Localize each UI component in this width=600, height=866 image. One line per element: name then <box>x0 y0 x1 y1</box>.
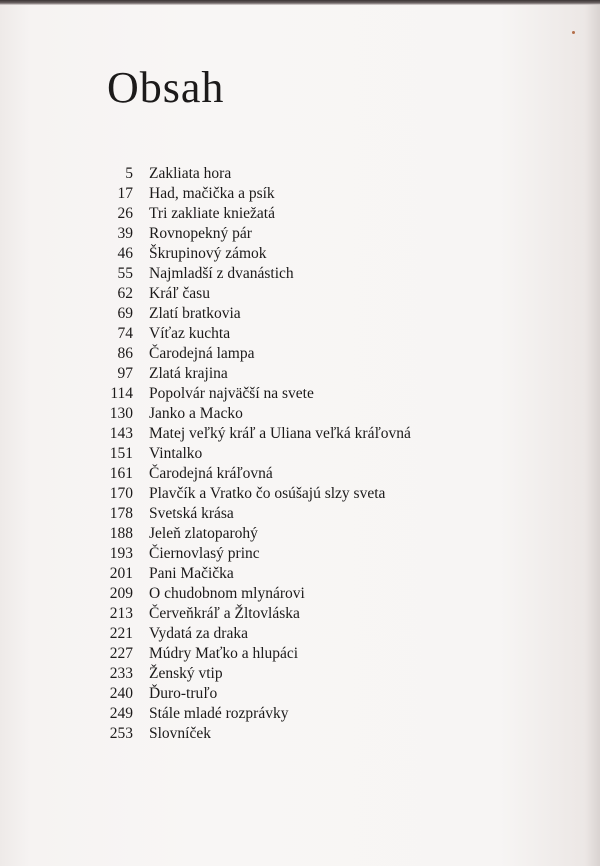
toc-entry-title: Popolvár najväčší na svete <box>149 385 314 402</box>
toc-entry-title: Jeleň zlatoparohý <box>149 525 258 542</box>
toc-entry-title: Ženský vtip <box>149 665 223 682</box>
toc-entry <box>100 524 560 544</box>
toc-page-number: 240 <box>109 685 133 702</box>
toc-entry-title: Pani Mačička <box>149 565 234 582</box>
toc-entry <box>100 484 560 504</box>
toc-entry-title: Rovnopekný pár <box>149 225 252 242</box>
toc-entry-title: Víťaz kuchta <box>149 325 231 342</box>
toc-entry-title: Had, mačička a psík <box>149 185 275 202</box>
toc-entry-title: Zlatí bratkovia <box>149 305 241 322</box>
toc-page-number: 233 <box>109 665 133 682</box>
toc-entry <box>100 204 560 224</box>
toc-page-number: 188 <box>109 525 133 542</box>
toc-entry-title: Janko a Macko <box>149 405 243 422</box>
toc-entry <box>100 344 560 364</box>
toc-entry-title: Tri zakliate kniežatá <box>149 205 275 222</box>
toc-entry <box>100 404 560 424</box>
toc-page-number: 130 <box>109 405 133 422</box>
toc-entry-title: O chudobnom mlynárovi <box>149 585 305 602</box>
toc-entry <box>100 604 560 624</box>
toc-entry <box>100 384 560 404</box>
toc-page-number: 62 <box>117 285 133 302</box>
toc-entry-title: Červeňkráľ a Žltovláska <box>149 605 300 622</box>
page-top-edge <box>0 0 600 5</box>
toc-page-number: 86 <box>117 345 133 362</box>
toc-page-number: 161 <box>109 465 133 482</box>
toc-entry <box>100 244 560 264</box>
toc-entry-title: Najmladší z dvanástich <box>149 265 294 282</box>
toc-page-number: 221 <box>109 625 133 642</box>
toc-page-number: 97 <box>117 365 133 382</box>
toc-entry-title: Plavčík a Vratko čo osúšajú slzy sveta <box>149 485 386 502</box>
paper-speck <box>572 31 575 34</box>
toc-entry <box>100 364 560 384</box>
toc-entry-title: Čarodejná kráľovná <box>149 465 273 482</box>
toc-entry <box>100 184 560 204</box>
toc-entry <box>100 584 560 604</box>
toc-entry <box>100 724 560 744</box>
toc-entry-title: Kráľ času <box>149 285 210 302</box>
table-of-contents <box>100 164 560 744</box>
toc-page-number: 249 <box>109 705 133 722</box>
toc-entry-title: Škrupinový zámok <box>149 245 267 262</box>
toc-page-number: 26 <box>117 205 133 222</box>
toc-page-number: 74 <box>117 325 133 342</box>
toc-entry <box>100 464 560 484</box>
toc-entry-title: Ďuro-truľo <box>149 685 218 702</box>
toc-entry <box>100 444 560 464</box>
toc-entry <box>100 684 560 704</box>
toc-entry <box>100 324 560 344</box>
toc-page-number: 46 <box>117 245 133 262</box>
toc-entry <box>100 164 560 184</box>
toc-page-number: 170 <box>109 485 133 502</box>
toc-page-number: 193 <box>109 545 133 562</box>
toc-page-number: 178 <box>109 505 133 522</box>
toc-entry <box>100 664 560 684</box>
toc-entry-title: Múdry Maťko a hlupáci <box>149 645 299 662</box>
toc-entry-title: Zlatá krajina <box>149 365 228 382</box>
page-title: Obsah <box>107 63 225 112</box>
toc-entry-title: Matej veľký kráľ a Uliana veľká kráľovná <box>149 425 411 442</box>
toc-entry-title: Slovníček <box>149 725 211 742</box>
toc-page-number: 151 <box>109 445 133 462</box>
toc-page-number: 114 <box>110 385 133 402</box>
toc-entry <box>100 564 560 584</box>
toc-entry <box>100 704 560 724</box>
toc-entry <box>100 424 560 444</box>
toc-entry-title: Vintalko <box>149 445 203 462</box>
toc-page-number: 209 <box>109 585 133 602</box>
toc-page-number: 5 <box>125 165 133 182</box>
toc-entry <box>100 644 560 664</box>
toc-entry <box>100 224 560 244</box>
toc-entry-title: Zakliata hora <box>149 165 232 182</box>
toc-page-number: 201 <box>109 565 133 582</box>
toc-entry <box>100 264 560 284</box>
toc-page-number: 69 <box>117 305 133 322</box>
toc-entry-title: Svetská krása <box>149 505 234 522</box>
toc-entry <box>100 624 560 644</box>
toc-entry <box>100 304 560 324</box>
toc-page-number: 39 <box>117 225 133 242</box>
toc-entry-title: Čiernovlasý princ <box>149 545 260 562</box>
toc-entry <box>100 504 560 524</box>
toc-entry-title: Čarodejná lampa <box>149 345 255 362</box>
toc-page-number: 55 <box>117 265 133 282</box>
toc-entry <box>100 544 560 564</box>
toc-entry <box>100 284 560 304</box>
toc-page-number: 143 <box>109 425 133 442</box>
toc-entry-title: Vydatá za draka <box>149 625 248 642</box>
toc-page-number: 227 <box>109 645 133 662</box>
toc-page-number: 213 <box>109 605 133 622</box>
toc-page-number: 253 <box>109 725 133 742</box>
toc-entry-title: Stále mladé rozprávky <box>149 705 289 722</box>
toc-page-number: 17 <box>117 185 133 202</box>
